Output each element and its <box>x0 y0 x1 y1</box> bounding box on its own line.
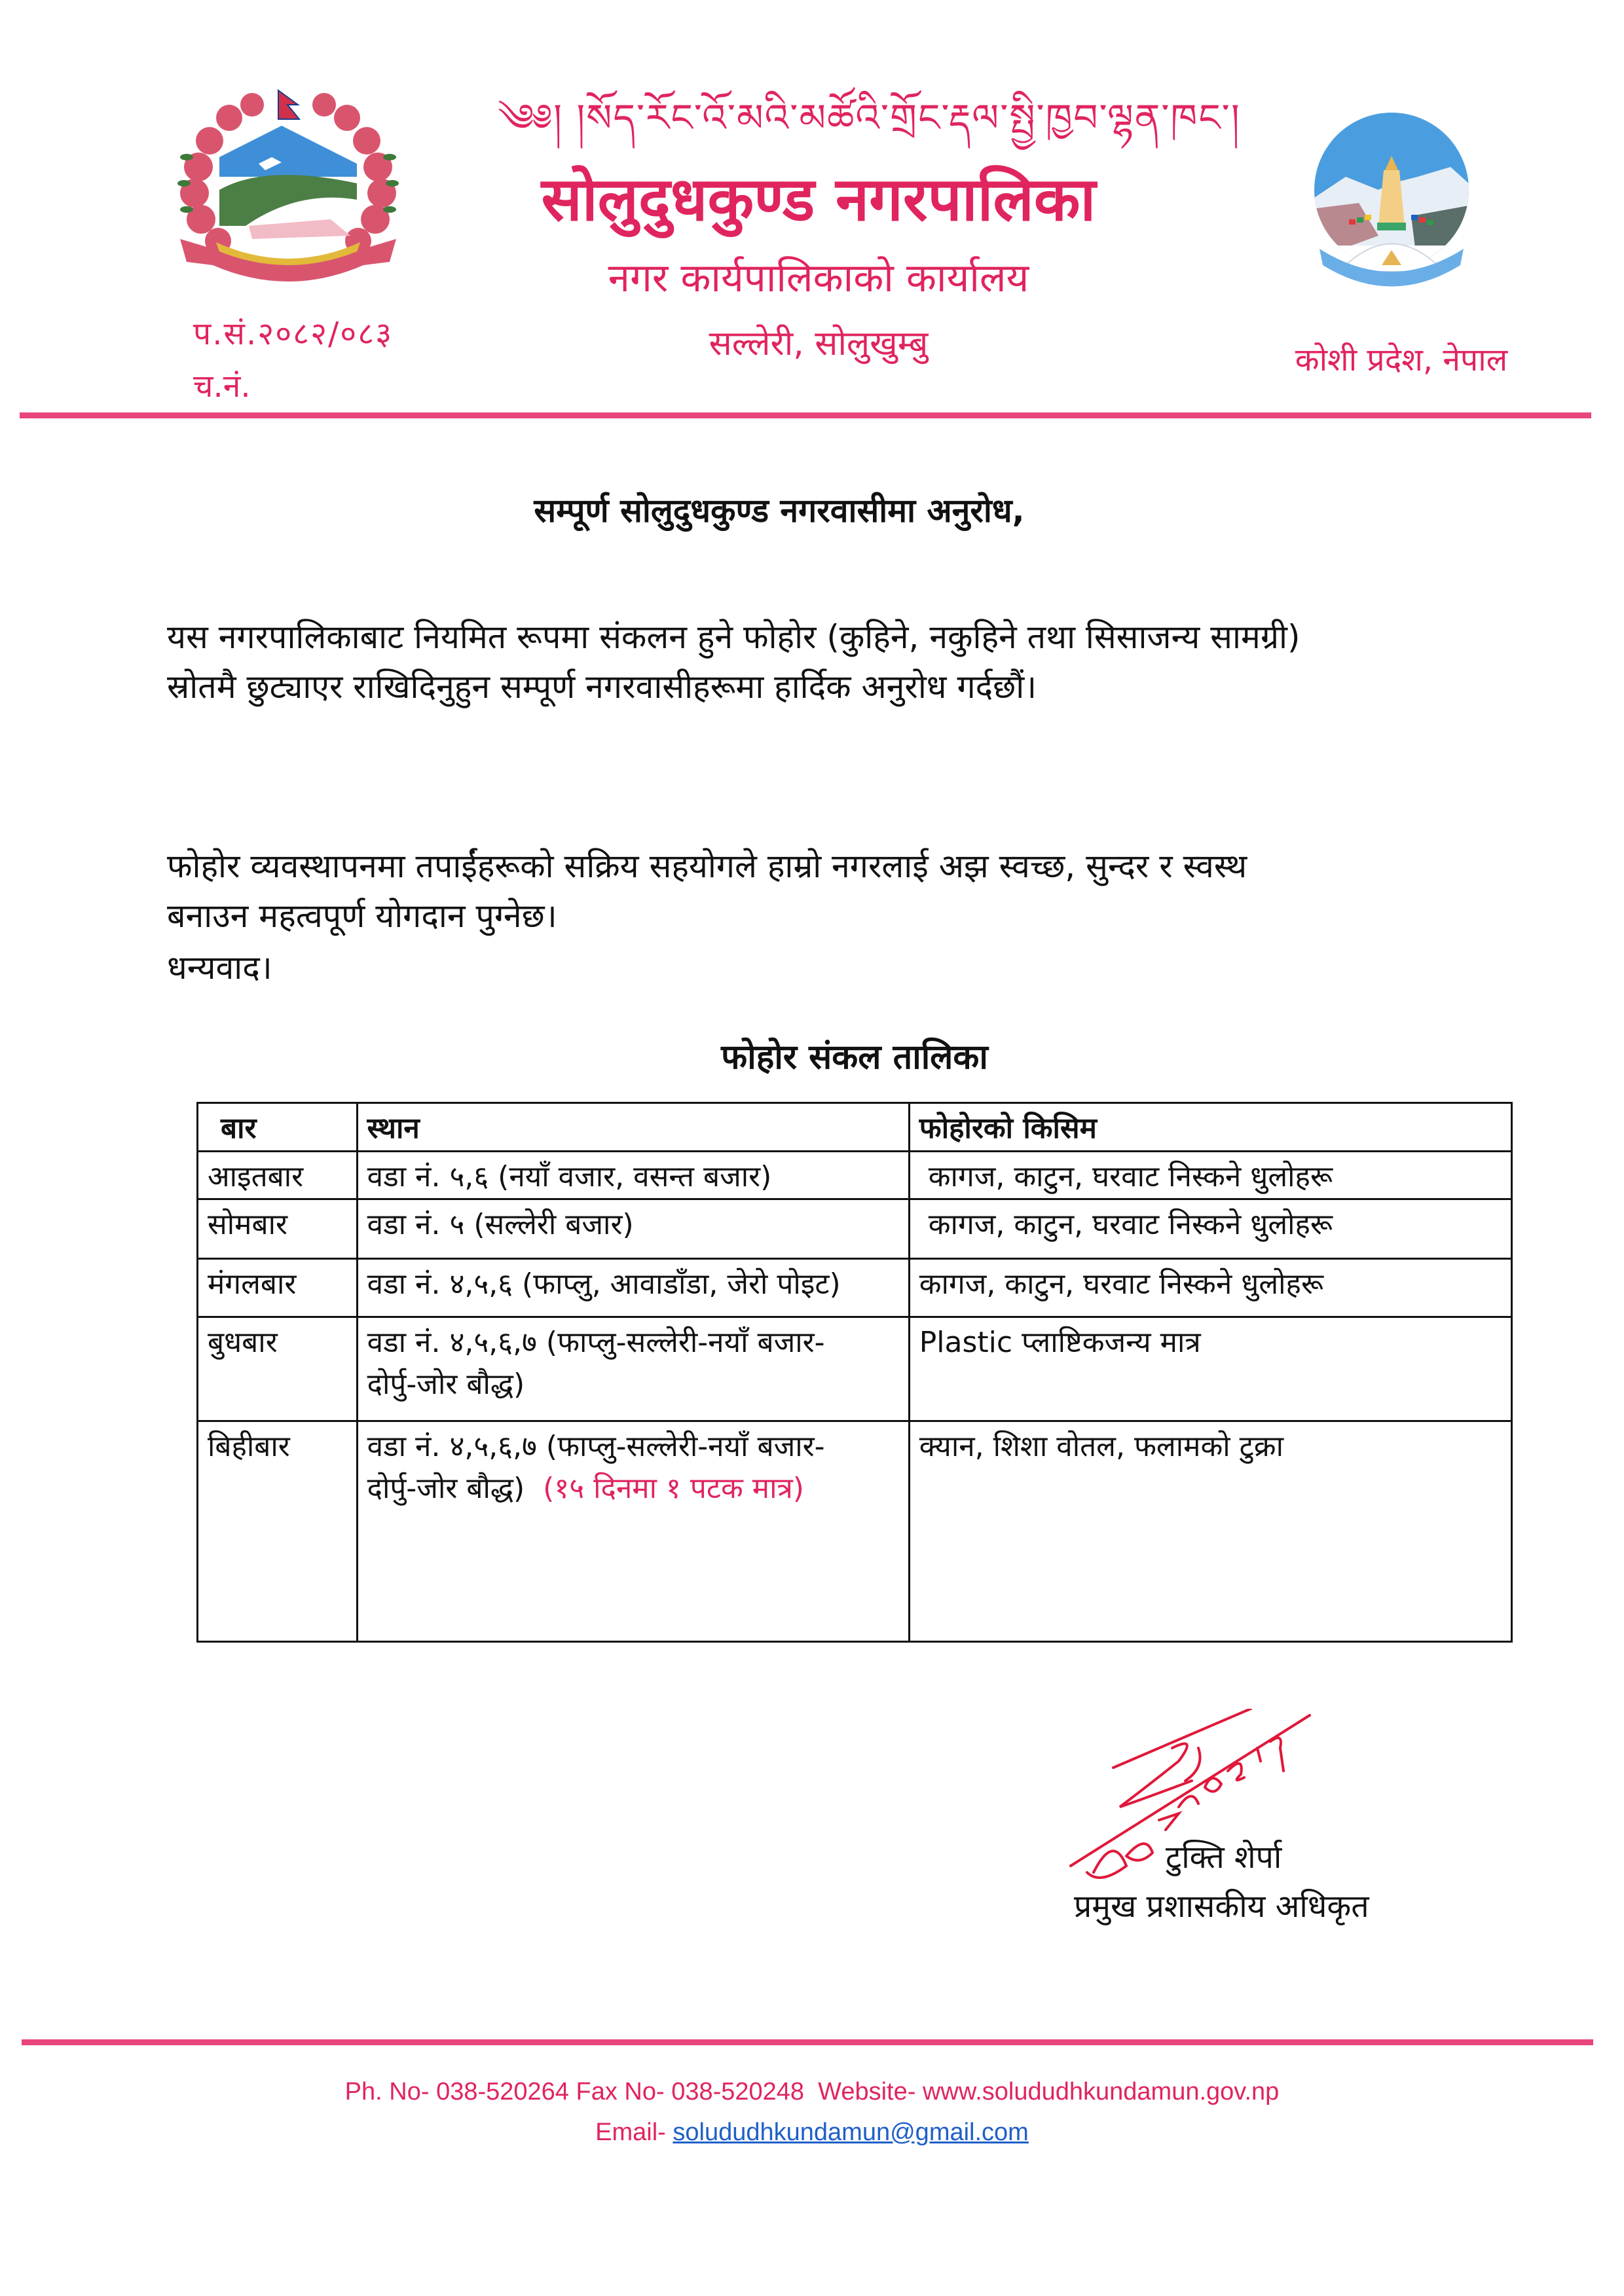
fax-label: Fax No- <box>576 2078 665 2105</box>
cell-location-line: वडा नं. ५ (सल्लेरी बजार) <box>367 1208 634 1241</box>
cell-day: बुधबार <box>198 1317 358 1421</box>
cell-day: बिहीबार <box>198 1421 358 1642</box>
municipality-name: सोलुदुधकुण्ड नगरपालिका <box>541 164 1096 234</box>
table-row <box>198 1152 1512 1199</box>
cell-day: आइतबार <box>198 1152 358 1199</box>
cell-location-line: दोर्पु-जोर बौद्ध) <box>367 1368 525 1401</box>
reference-number: प.सं.२०८२/०८३ <box>193 316 394 352</box>
cell-location-line: वडा नं. ५,६ (नयाँ वजार, वसन्त बजार) <box>367 1160 772 1194</box>
schedule-title: फोहोर संकल तालिका <box>721 1038 988 1077</box>
footer-email-line <box>196 2116 1428 2149</box>
phone-label: Ph. No- <box>344 2078 430 2105</box>
cell-waste-type: Plastic प्लाष्टिकजन्य मात्र <box>909 1317 1511 1421</box>
column-header-day <box>198 1103 358 1152</box>
fax-number: 038-520248 <box>671 2078 805 2105</box>
cell-location <box>357 1152 909 1199</box>
signer-title: प्रमुख प्रशासकीय अधिकृत <box>1074 1888 1369 1925</box>
website-label: Website- <box>818 2078 916 2105</box>
table-row <box>198 1421 1512 1642</box>
tibetan-motto: ༄༅། །སོད་རོང་འོ་མའི་མཚོའི་གྲོང་རྡལ་སྤྱི་ཁྱབ་ལྷན་ཁང་། <box>498 96 1241 140</box>
email-label: Email- <box>595 2119 666 2146</box>
phone-number: 038-520264 <box>436 2078 569 2105</box>
cell-location <box>357 1317 909 1421</box>
frequency-note: (१५ दिनमा १ पटक मात्र) <box>543 1472 804 1505</box>
table-row <box>198 1317 1512 1421</box>
column-header-day-label: बार <box>221 1112 257 1145</box>
cell-location <box>357 1259 909 1317</box>
cell-location <box>357 1421 909 1642</box>
table-row <box>198 1199 1512 1259</box>
paragraph-1-line-1: यस नगरपालिकाबाट नियमित रूपमा संकलन हुने फोहोर (कुहिने, नकुहिने तथा सिसाजन्य सामग्री) <box>167 618 1301 656</box>
cell-day: सोमबार <box>198 1199 358 1259</box>
cell-location-line: वडा नं. ४,५,६ (फाप्लु, आवाडाँडा, जेरो पोइट) <box>367 1267 841 1301</box>
footer-divider <box>22 2039 1593 2045</box>
paragraph-1 <box>167 612 1542 712</box>
footer-contact-line <box>196 2075 1428 2108</box>
cell-location-line: वडा नं. ४,५,६,७ (फाप्लु-सल्लेरी-नयाँ बजार- <box>367 1326 825 1359</box>
schedule-table <box>196 1102 1513 1643</box>
province-label: कोशी प्रदेश, नेपाल <box>1295 342 1508 378</box>
paragraph-1-line-2: स्रोतमै छुट्याएर राखिदिनुहुन सम्पूर्ण नगरवासीहरूमा हार्दिक अनुरोध गर्दछौं। <box>167 668 1037 706</box>
column-header-waste-type: फोहोरको किसिम <box>909 1103 1511 1152</box>
cell-location-line: दोर्पु-जोर बौद्ध) <box>367 1472 525 1505</box>
email-link[interactable]: solududhkundamun@gmail.com <box>673 2119 1029 2146</box>
table-header-row <box>198 1103 1512 1152</box>
website-link[interactable]: www.solududhkundamun.gov.np <box>922 2078 1280 2105</box>
paragraph-2 <box>167 841 1542 941</box>
office-address: सल्लेरी, सोलुखुम्बु <box>709 324 929 363</box>
thanks-text: धन्यवाद। <box>167 949 272 987</box>
signer-name: टुक्ति शेर्पा <box>1166 1839 1282 1876</box>
column-header-location: स्थान <box>357 1103 909 1152</box>
cell-waste-type: क्यान, शिशा वोतल, फलामको टुक्रा <box>909 1421 1511 1642</box>
cell-waste-type: कागज, काटुन, घरवाट निस्कने धुलोहरू <box>909 1199 1511 1259</box>
table-row <box>198 1259 1512 1317</box>
office-name: नगर कार्यपालिकाको कार्यालय <box>608 255 1029 301</box>
cell-waste-type: कागज, काटुन, घरवाट निस्कने धुलोहरू <box>909 1259 1511 1317</box>
municipality-logo-stupa <box>1293 105 1490 301</box>
cell-waste-type: कागज, काटुन, घरवाट निस्कने धुलोहरू <box>909 1152 1511 1199</box>
salutation: सम्पूर्ण सोलुदुधकुण्ड नगरवासीमा अनुरोध, <box>534 492 1025 530</box>
paragraph-2-line-1: फोहोर व्यवस्थापनमा तपाईंहरूको सक्रिय सहयोगले हाम्रो नगरलाई अझ स्वच्छ, सुन्दर र स्वस्थ <box>167 847 1247 885</box>
paragraph-2-line-2: बनाउन महत्वपूर्ण योगदान पुग्नेछ। <box>167 897 557 935</box>
cell-location-line: वडा नं. ४,५,६,७ (फाप्लु-सल्लेरी-नयाँ बजार- <box>367 1430 825 1463</box>
cell-location-line-2 <box>367 1468 899 1510</box>
header-divider <box>20 412 1591 418</box>
cell-location <box>357 1199 909 1259</box>
cell-day: मंगलबार <box>198 1259 358 1317</box>
dispatch-number: च.नं. <box>193 368 251 405</box>
nepal-government-emblem <box>167 85 409 301</box>
